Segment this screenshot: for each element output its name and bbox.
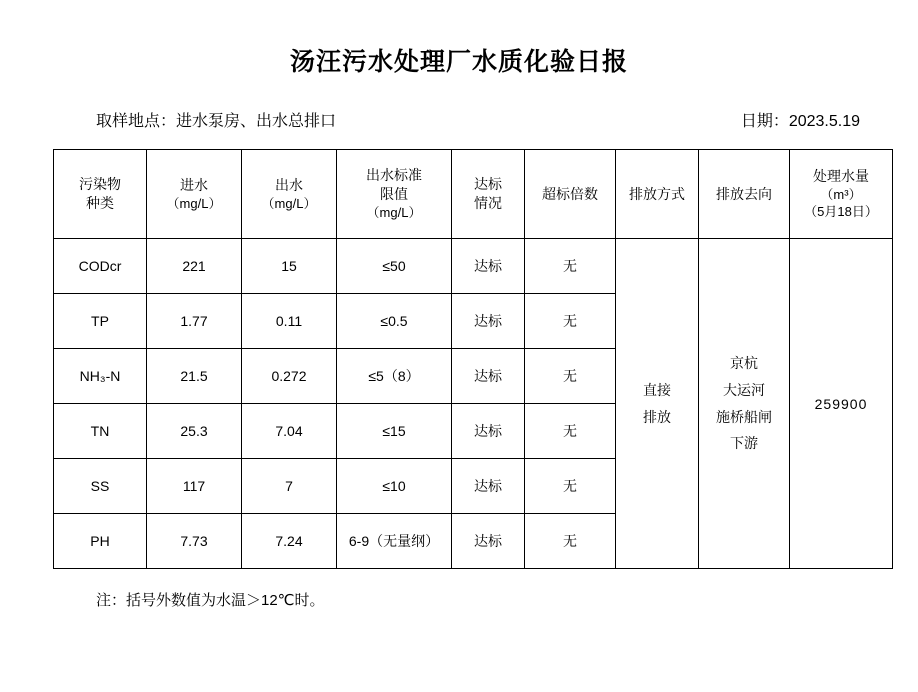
- header-discharge-destination-line1: 排放去向: [716, 185, 772, 202]
- cell-exceed: 无: [525, 459, 616, 514]
- cell-outflow: 7.04: [242, 404, 337, 459]
- cell-limit: ≤50: [337, 239, 452, 294]
- discharge-destination-line1: 京杭: [730, 355, 758, 372]
- cell-inflow: 7.73: [147, 514, 242, 569]
- header-compliance-line1: 达标: [474, 176, 502, 193]
- cell-outflow: 15: [242, 239, 337, 294]
- water-quality-table: [53, 149, 893, 569]
- cell-pollutant: NH₃-N: [54, 349, 147, 404]
- cell-pollutant: PH: [54, 514, 147, 569]
- table-body: [54, 239, 893, 569]
- header-compliance: [452, 150, 525, 239]
- header-pollutant-line1: 污染物: [79, 176, 121, 193]
- report-page: [0, 42, 918, 692]
- cell-discharge-destination: [699, 239, 790, 569]
- header-limit: [337, 150, 452, 239]
- cell-exceed: 无: [525, 239, 616, 294]
- page-title: 汤汪污水处理厂水质化验日报: [289, 48, 628, 76]
- header-treated-volume-line1: 处理水量: [813, 168, 869, 184]
- cell-exceed: 无: [525, 514, 616, 569]
- cell-limit: 6-9（无量纲）: [337, 514, 452, 569]
- discharge-destination-line4: 下游: [730, 435, 758, 452]
- header-inflow: [147, 150, 242, 239]
- cell-compliance: 达标: [452, 514, 525, 569]
- discharge-method-line1: 直接: [643, 381, 671, 398]
- discharge-method-line2: 排放: [643, 408, 671, 425]
- header-inflow-line1: 进水: [180, 176, 208, 193]
- cell-inflow: 1.77: [147, 294, 242, 349]
- header-treated-volume-period: （5月18日）: [804, 204, 878, 220]
- report-date: 日期：2023.5.19: [740, 113, 860, 130]
- sampling-location: 取样地点：进水泵房、出水总排口: [96, 113, 337, 130]
- header-pollutant-line2: 种类: [86, 195, 114, 211]
- header-treated-volume: [790, 150, 893, 239]
- cell-pollutant: SS: [54, 459, 147, 514]
- header-limit-line2: 限值: [380, 186, 408, 203]
- cell-exceed: 无: [525, 349, 616, 404]
- cell-treated-volume: 259900: [790, 239, 893, 569]
- cell-limit: ≤10: [337, 459, 452, 514]
- cell-limit: ≤5（8）: [337, 349, 452, 404]
- cell-inflow: 221: [147, 239, 242, 294]
- table-head: [54, 150, 893, 239]
- header-discharge-method: [616, 150, 699, 239]
- cell-compliance: 达标: [452, 294, 525, 349]
- cell-outflow: 7.24: [242, 514, 337, 569]
- cell-outflow: 0.11: [242, 294, 337, 349]
- cell-exceed: 无: [525, 404, 616, 459]
- discharge-destination-line2: 大运河: [723, 381, 765, 398]
- header-exceed: [525, 150, 616, 239]
- cell-pollutant: TP: [54, 294, 147, 349]
- cell-inflow: 117: [147, 459, 242, 514]
- header-limit-unit: （mg/L）: [366, 205, 422, 221]
- cell-inflow: 25.3: [147, 404, 242, 459]
- cell-compliance: 达标: [452, 404, 525, 459]
- header-treated-volume-unit: （m³）: [820, 186, 862, 202]
- meta-row: [0, 108, 918, 131]
- header-outflow-line1: 出水: [275, 176, 303, 193]
- cell-compliance: 达标: [452, 349, 525, 404]
- discharge-destination-line3: 施桥船闸: [716, 408, 772, 425]
- header-outflow-unit: （mg/L）: [261, 195, 317, 211]
- header-row: [54, 150, 893, 239]
- footnote: 注：括号外数值为水温＞12℃时。: [96, 592, 325, 609]
- header-outflow: [242, 150, 337, 239]
- cell-compliance: 达标: [452, 239, 525, 294]
- cell-outflow: 0.272: [242, 349, 337, 404]
- cell-inflow: 21.5: [147, 349, 242, 404]
- header-discharge-destination: [699, 150, 790, 239]
- cell-exceed: 无: [525, 294, 616, 349]
- cell-discharge-method: [616, 239, 699, 569]
- header-pollutant: [54, 150, 147, 239]
- cell-compliance: 达标: [452, 459, 525, 514]
- header-limit-line1: 出水标准: [366, 167, 422, 184]
- cell-pollutant: TN: [54, 404, 147, 459]
- header-inflow-unit: （mg/L）: [166, 195, 222, 211]
- cell-limit: ≤15: [337, 404, 452, 459]
- cell-pollutant: CODcr: [54, 239, 147, 294]
- cell-limit: ≤0.5: [337, 294, 452, 349]
- cell-outflow: 7: [242, 459, 337, 514]
- header-discharge-method-line1: 排放方式: [629, 185, 685, 202]
- report-table-wrap: [53, 149, 878, 569]
- header-compliance-line2: 情况: [474, 195, 502, 211]
- header-exceed-line1: 超标倍数: [542, 185, 598, 202]
- table-row: [54, 239, 893, 294]
